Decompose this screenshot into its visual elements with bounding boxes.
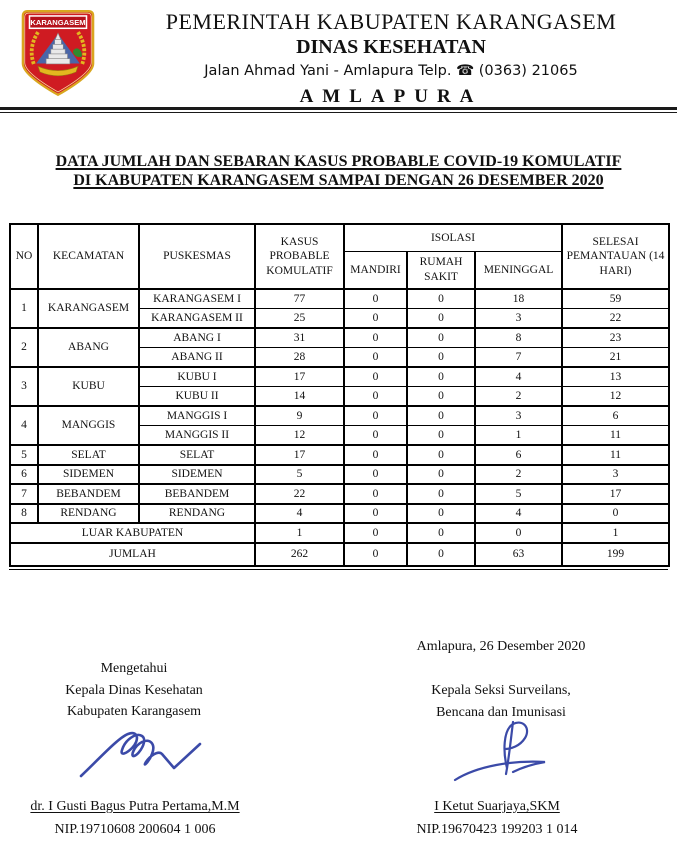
signature-scribble-icon (78, 720, 223, 790)
col-header-selesai: SELESAI PEMANTAUAN (14 HARI) (562, 224, 669, 289)
cell-rumah-sakit: 0 (407, 465, 475, 485)
cell-mandiri: 0 (344, 523, 407, 543)
table-row-luar-kabupaten (10, 523, 669, 543)
cell-mandiri: 0 (344, 328, 407, 348)
letterhead (0, 0, 677, 107)
cell-kasus: 14 (255, 387, 344, 407)
karangasem-crest-logo (20, 8, 96, 98)
cell-kecamatan: SELAT (38, 445, 139, 465)
cell-puskesmas: ABANG II (139, 348, 255, 368)
cell-meninggal: 6 (475, 445, 562, 465)
cell-rumah-sakit: 0 (407, 543, 475, 566)
cell-selesai: 11 (562, 445, 669, 465)
cell-rumah-sakit: 0 (407, 309, 475, 329)
cell-kecamatan: RENDANG (38, 504, 139, 524)
cell-mandiri: 0 (344, 387, 407, 407)
cell-kasus: 12 (255, 426, 344, 446)
cell-label: LUAR KABUPATEN (10, 523, 255, 543)
left-signatory-titles (18, 658, 250, 723)
crest-icon (20, 8, 96, 98)
right-title-2: Bencana dan Imunisasi (436, 704, 566, 720)
city-name: AMLAPURA (299, 86, 483, 107)
cell-kasus: 9 (255, 406, 344, 426)
table-row (10, 367, 669, 387)
cell-meninggal: 4 (475, 504, 562, 524)
cell-selesai: 6 (562, 406, 669, 426)
cell-no: 5 (10, 445, 38, 465)
col-header-mandiri: MANDIRI (344, 251, 407, 289)
cell-selesai: 59 (562, 289, 669, 309)
cell-rumah-sakit: 0 (407, 367, 475, 387)
cell-no: 7 (10, 484, 38, 504)
cell-no: 2 (10, 328, 38, 367)
signature-section (0, 570, 677, 852)
cell-label: JUMLAH (10, 543, 255, 566)
cell-rumah-sakit: 0 (407, 445, 475, 465)
title-line-1: DATA JUMLAH DAN SEBARAN KASUS PROBABLE COVID-19 KOMULATIF (55, 153, 622, 170)
cell-mandiri: 0 (344, 445, 407, 465)
cell-selesai: 23 (562, 328, 669, 348)
cell-meninggal: 63 (475, 543, 562, 566)
cell-mandiri: 0 (344, 348, 407, 368)
cell-meninggal: 0 (475, 523, 562, 543)
right-signatory-name: I Ketut Suarjaya,SKM (434, 799, 560, 814)
cell-puskesmas: KUBU I (139, 367, 255, 387)
cell-meninggal: 2 (475, 387, 562, 407)
cell-meninggal: 3 (475, 406, 562, 426)
logo-banner-text: KARANGASEM (30, 17, 86, 27)
cell-kasus: 262 (255, 543, 344, 566)
cell-puskesmas: MANGGIS II (139, 426, 255, 446)
cell-rumah-sakit: 0 (407, 426, 475, 446)
cell-kasus: 17 (255, 445, 344, 465)
cell-no: 6 (10, 465, 38, 485)
cell-mandiri: 0 (344, 289, 407, 309)
cell-selesai: 199 (562, 543, 669, 566)
cell-kecamatan: KUBU (38, 367, 139, 406)
cell-kasus: 5 (255, 465, 344, 485)
address-line: Jalan Ahmad Yani - Amlapura Telp. ☎ (0363) 21065 (204, 63, 578, 79)
cell-mandiri: 0 (344, 406, 407, 426)
left-signatory-nip: NIP.19710608 200604 1 006 (54, 821, 216, 837)
cell-rumah-sakit: 0 (407, 406, 475, 426)
cell-mandiri: 0 (344, 465, 407, 485)
cell-puskesmas: KARANGASEM II (139, 309, 255, 329)
document-title (0, 152, 677, 190)
cell-kasus: 22 (255, 484, 344, 504)
cell-selesai: 17 (562, 484, 669, 504)
table-row (10, 445, 669, 465)
cell-rumah-sakit: 0 (407, 504, 475, 524)
cell-kasus: 4 (255, 504, 344, 524)
cell-kecamatan: MANGGIS (38, 406, 139, 445)
letterhead-text (105, 9, 677, 108)
left-title-3: Kabupaten Karangasem (66, 704, 202, 719)
cell-kasus: 25 (255, 309, 344, 329)
col-header-meninggal: MENINGGAL (475, 251, 562, 289)
table-row-jumlah (10, 543, 669, 566)
cell-mandiri: 0 (344, 309, 407, 329)
government-name: PEMERINTAH KABUPATEN KARANGASEM (165, 9, 617, 34)
col-header-no: NO (10, 224, 38, 289)
cell-puskesmas: MANGGIS I (139, 406, 255, 426)
left-title-2: Kepala Dinas Kesehatan (65, 682, 203, 698)
cell-kasus: 77 (255, 289, 344, 309)
table-row (10, 289, 669, 309)
title-line-2: DI KABUPATEN KARANGASEM SAMPAI DENGAN 26 DESEMBER 2020 (73, 172, 604, 189)
cell-kasus: 1 (255, 523, 344, 543)
table-row (10, 484, 669, 504)
left-signature (78, 720, 223, 790)
cell-kasus: 31 (255, 328, 344, 348)
right-signatory (372, 796, 622, 840)
table-row (10, 328, 669, 348)
cell-no: 1 (10, 289, 38, 328)
cell-puskesmas: SELAT (139, 445, 255, 465)
right-signatory-nip: NIP.19670423 199203 1 014 (416, 821, 578, 837)
cell-selesai: 12 (562, 387, 669, 407)
cell-mandiri: 0 (344, 543, 407, 566)
right-title-1: Kepala Seksi Surveilans, (431, 683, 571, 698)
cell-selesai: 22 (562, 309, 669, 329)
cell-meninggal: 18 (475, 289, 562, 309)
cell-rumah-sakit: 0 (407, 348, 475, 368)
cell-puskesmas: KUBU II (139, 387, 255, 407)
cell-puskesmas: RENDANG (139, 504, 255, 524)
cell-no: 8 (10, 504, 38, 524)
cell-mandiri: 0 (344, 426, 407, 446)
cell-puskesmas: SIDEMEN (139, 465, 255, 485)
cell-no: 3 (10, 367, 38, 406)
cell-puskesmas: KARANGASEM I (139, 289, 255, 309)
covid-data-table (9, 223, 670, 567)
cell-rumah-sakit: 0 (407, 328, 475, 348)
cell-puskesmas: BEBANDEM (139, 484, 255, 504)
cell-mandiri: 0 (344, 367, 407, 387)
cell-selesai: 0 (562, 504, 669, 524)
left-signatory-name: dr. I Gusti Bagus Putra Pertama,M.M (30, 799, 240, 814)
cell-mandiri: 0 (344, 504, 407, 524)
cell-selesai: 13 (562, 367, 669, 387)
date-line: Amlapura, 26 Desember 2020 (416, 639, 586, 654)
col-header-rumah-sakit: RUMAH SAKIT (407, 251, 475, 289)
cell-meninggal: 5 (475, 484, 562, 504)
right-signature (443, 716, 565, 800)
department-name: DINAS KESEHATAN (296, 36, 486, 58)
cell-meninggal: 1 (475, 426, 562, 446)
cell-meninggal: 4 (475, 367, 562, 387)
cell-kecamatan: SIDEMEN (38, 465, 139, 485)
table-row (10, 406, 669, 426)
cell-kecamatan: ABANG (38, 328, 139, 367)
signature-scribble-icon (443, 716, 565, 800)
cell-kecamatan: KARANGASEM (38, 289, 139, 328)
header-row-1 (10, 224, 669, 251)
cell-meninggal: 3 (475, 309, 562, 329)
cell-selesai: 3 (562, 465, 669, 485)
cell-no: 4 (10, 406, 38, 445)
cell-rumah-sakit: 0 (407, 523, 475, 543)
left-title-1: Mengetahui (100, 661, 168, 676)
col-header-isolasi: ISOLASI (344, 224, 562, 251)
cell-selesai: 11 (562, 426, 669, 446)
cell-kecamatan: BEBANDEM (38, 484, 139, 504)
cell-rumah-sakit: 0 (407, 484, 475, 504)
cell-selesai: 1 (562, 523, 669, 543)
col-header-puskesmas: PUSKESMAS (139, 224, 255, 289)
cell-kasus: 28 (255, 348, 344, 368)
table-row (10, 465, 669, 485)
cell-selesai: 21 (562, 348, 669, 368)
cell-rumah-sakit: 0 (407, 289, 475, 309)
cell-mandiri: 0 (344, 484, 407, 504)
cell-meninggal: 8 (475, 328, 562, 348)
cell-rumah-sakit: 0 (407, 387, 475, 407)
cell-puskesmas: ABANG I (139, 328, 255, 348)
table-row (10, 504, 669, 524)
left-signatory (10, 796, 260, 840)
col-header-kasus: KASUS PROBABLE KOMULATIF (255, 224, 344, 289)
col-header-kecamatan: KECAMATAN (38, 224, 139, 289)
cell-meninggal: 7 (475, 348, 562, 368)
cell-kasus: 17 (255, 367, 344, 387)
cell-meninggal: 2 (475, 465, 562, 485)
